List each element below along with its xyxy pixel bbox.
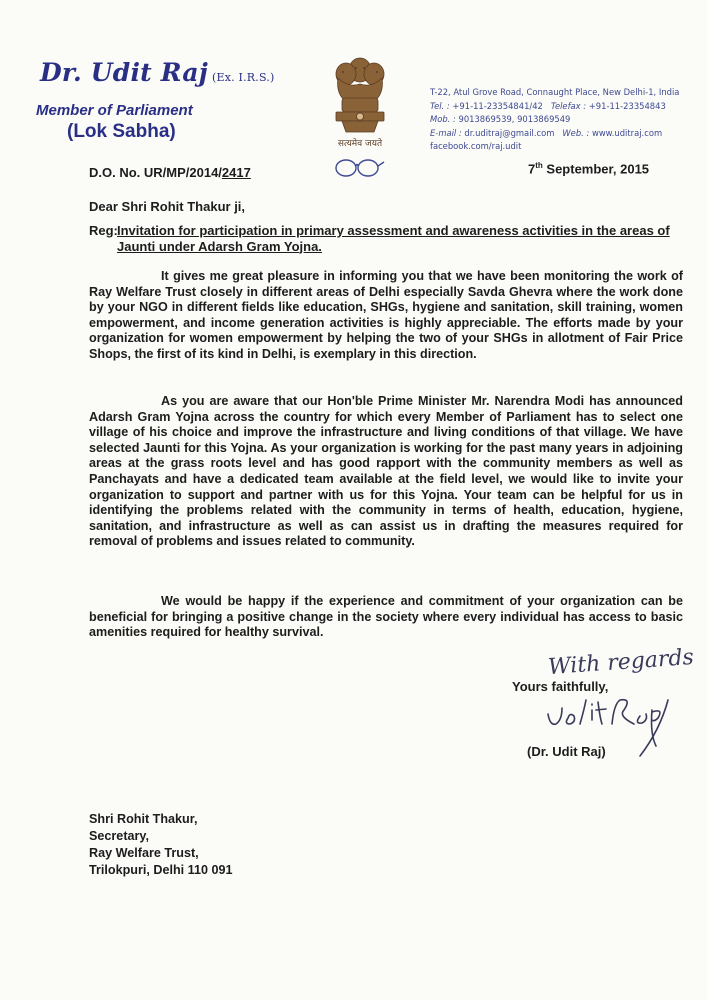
contact-mobile-row: [430, 113, 700, 127]
subject-text: Invitation for participation in primary assessment and awareness activities in the areas of Jaunti under Adarsh Gram Yojna.: [117, 223, 670, 254]
recipient-line: Trilokpuri, Delhi 110 091: [89, 863, 233, 877]
letterhead-role: Member of Parliament: [36, 102, 193, 119]
date-suffix: th: [535, 161, 543, 170]
recipient-address: [89, 811, 233, 879]
date-rest: September, 2015: [542, 161, 650, 177]
body-paragraph-1: It gives me great pleasure in informing you that we have been monitoring the work of Ray Welfare Trust closely in different areas of Delhi especially Savda Ghevra where the work done by your NGO in different fields like education, SHGs, hygiene and sanitation, skill training, women empowerment, and income generation activities is highly appreciable. The efforts made by your organization for women empowerment by helping the two of your SHGs in allotment of Fair Price Shops, the first of its kind in Delhi, is exemplary in this direction.: [89, 269, 683, 361]
handwritten-regards: With regards: [547, 644, 695, 681]
letterhead-house: (Lok Sabha): [67, 121, 176, 142]
contact-facebook: facebook.com/raj.udit: [430, 141, 522, 152]
body-paragraph-3: We would be happy if the experience and commitment of your organization can be beneficial for bringing a positive change in the society where every individual has access to basic amenities required for healthy survival.: [89, 594, 683, 640]
web-label: Web. :: [562, 127, 590, 138]
emblem-motto: सत्यमेव जयते: [337, 139, 383, 149]
salutation: Dear Shri Rohit Thakur ji,: [89, 199, 246, 214]
body-paragraph-2: As you are aware that our Hon'ble Prime Minister Mr. Narendra Modi has announced Adarsh Gram Yojna across the country for which every Member of Parliament has to select one village of his choice and improve the infrastructure and living conditions of that village. We have selected Jaunti for this Yojna. As your organization is working for the past many years in adjoining areas at the grass roots level and has good rapport with the community members as well as Panchayats and have a dedicated team available at the field level, we would like to invite your organization to support and partner with us for this Yojna. Your team can be helpful for us in identifying the problems related with the community in terms of health, education, hygiene, sanitation, and infrastructure as well as can assist us in drafting the measures required for removal of problems and issues related to community.: [89, 394, 683, 549]
contact-phone-row: [430, 100, 700, 114]
letterhead-name: [40, 58, 274, 87]
signatory-name: (Dr. Udit Raj): [527, 744, 606, 759]
recipient-line: Secretary,: [89, 829, 149, 843]
reg-label: Reg:: [89, 223, 118, 238]
telefax-label: Telefax :: [550, 100, 587, 111]
national-emblem-icon: [320, 48, 400, 168]
swachh-bharat-glasses-icon: [332, 156, 386, 180]
do-number: [89, 165, 251, 180]
email-label: E-mail :: [430, 127, 462, 138]
web-value: www.uditraj.com: [591, 127, 663, 138]
mob-value: 9013869539, 9013869549: [458, 114, 571, 125]
letter-date: [528, 161, 649, 176]
letterhead-contact-block: [430, 86, 700, 154]
contact-address: T-22, Atul Grove Road, Connaught Place, New Delhi-1, India: [430, 87, 680, 97]
contact-email-row: [430, 127, 700, 141]
do-prefix: D.O. No. UR/MP/2014/: [89, 165, 222, 180]
tel-label: Tel. :: [430, 100, 450, 111]
recipient-line: Ray Welfare Trust,: [89, 846, 199, 860]
letterhead-name-suffix: (Ex. I.R.S.): [212, 71, 275, 84]
tel-value: +91-11-23354841/42: [452, 100, 543, 111]
recipient-line: Shri Rohit Thakur,: [89, 812, 198, 826]
do-number-value: 2417: [221, 165, 251, 180]
mob-label: Mob. :: [430, 114, 456, 125]
closing-text: Yours faithfully,: [512, 679, 609, 694]
telefax-value: +91-11-23354843: [588, 100, 666, 111]
email-value: dr.uditraj@gmail.com: [464, 127, 555, 138]
letterhead-name-text: Dr. Udit Raj: [40, 58, 208, 87]
date-day: 7: [528, 161, 536, 177]
